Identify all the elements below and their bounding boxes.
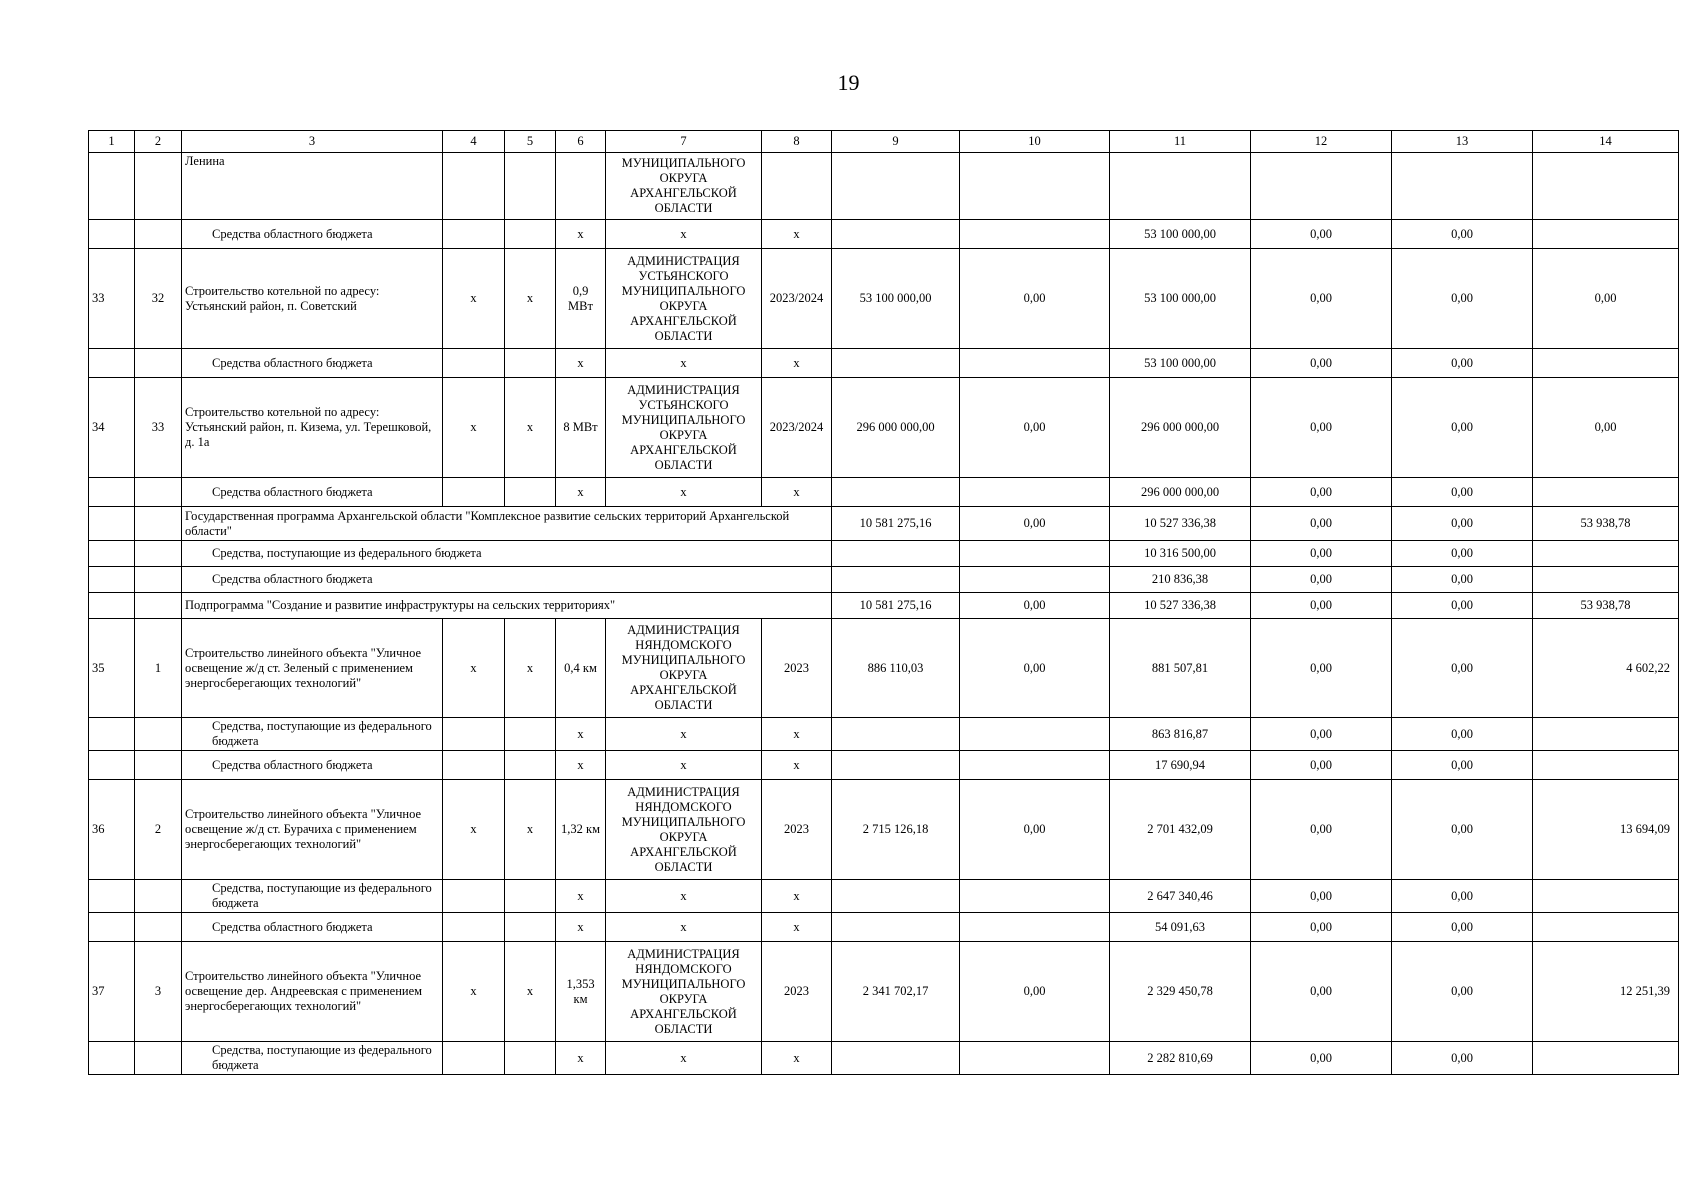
amount-cell: 0,00 <box>1251 780 1392 880</box>
amount-cell: 53 100 000,00 <box>1110 349 1251 378</box>
funding-label: Средства областного бюджета <box>182 220 443 249</box>
amount-cell: 2 341 702,17 <box>832 942 960 1042</box>
cell: х <box>443 780 505 880</box>
amount-cell: 13 694,09 <box>1533 780 1679 880</box>
capacity-cell: 8 МВт <box>556 378 606 478</box>
period-cell: 2023 <box>762 942 832 1042</box>
table-row <box>89 153 1679 220</box>
amount-cell: 0,00 <box>1392 913 1533 942</box>
period-cell: 2023 <box>762 619 832 718</box>
header-cell: 3 <box>182 131 443 153</box>
cell: х <box>762 913 832 942</box>
row-number: 35 <box>89 619 135 718</box>
item-number: 1 <box>135 619 182 718</box>
header-cell: 10 <box>960 131 1110 153</box>
header-cell: 14 <box>1533 131 1679 153</box>
subprogram-title: Подпрограмма "Создание и развитие инфраструктуры на сельских территориях" <box>182 593 832 619</box>
amount-cell: 0,00 <box>1392 249 1533 349</box>
cell: х <box>606 718 762 751</box>
amount-cell: 10 581 275,16 <box>832 507 960 541</box>
amount-cell: 2 329 450,78 <box>1110 942 1251 1042</box>
row-number: 34 <box>89 378 135 478</box>
header-cell: 9 <box>832 131 960 153</box>
cell: х <box>556 220 606 249</box>
amount-cell: 0,00 <box>1533 378 1679 478</box>
capacity-cell: 1,32 км <box>556 780 606 880</box>
cell: х <box>606 913 762 942</box>
amount-cell: 12 251,39 <box>1533 942 1679 1042</box>
object-name: Строительство котельной по адресу: Устьянский район, п. Кизема, ул. Терешковой, д. 1а <box>182 378 443 478</box>
amount-cell: 0,00 <box>1251 942 1392 1042</box>
period-cell: 2023/2024 <box>762 249 832 349</box>
cell: х <box>443 249 505 349</box>
row-number: 36 <box>89 780 135 880</box>
cell: х <box>505 619 556 718</box>
cell: х <box>762 718 832 751</box>
amount-cell: 2 715 126,18 <box>832 780 960 880</box>
amount-cell: 0,00 <box>1251 913 1392 942</box>
amount-cell: 0,00 <box>1251 880 1392 913</box>
cell: х <box>762 478 832 507</box>
amount-cell: 2 647 340,46 <box>1110 880 1251 913</box>
funding-label: Средства, поступающие из федерального бюджета <box>182 541 832 567</box>
amount-cell: 0,00 <box>1251 220 1392 249</box>
header-cell: 1 <box>89 131 135 153</box>
item-number: 3 <box>135 942 182 1042</box>
amount-cell: 296 000 000,00 <box>1110 378 1251 478</box>
header-cell: 11 <box>1110 131 1251 153</box>
cell: х <box>443 378 505 478</box>
table-row <box>89 378 1679 478</box>
cell: х <box>505 942 556 1042</box>
header-cell: 5 <box>505 131 556 153</box>
amount-cell: 0,00 <box>960 780 1110 880</box>
amount-cell: 53 100 000,00 <box>1110 249 1251 349</box>
amount-cell: 0,00 <box>1251 249 1392 349</box>
amount-cell: 0,00 <box>1392 478 1533 507</box>
amount-cell: 0,00 <box>1251 619 1392 718</box>
amount-cell: 0,00 <box>1392 1042 1533 1075</box>
cell: х <box>505 378 556 478</box>
funding-label: Средства областного бюджета <box>182 349 443 378</box>
cell: х <box>762 880 832 913</box>
amount-cell: 0,00 <box>1251 567 1392 593</box>
amount-cell: 0,00 <box>1392 593 1533 619</box>
amount-cell: 0,00 <box>960 507 1110 541</box>
amount-cell: 53 938,78 <box>1533 507 1679 541</box>
amount-cell: 886 110,03 <box>832 619 960 718</box>
header-cell: 13 <box>1392 131 1533 153</box>
cell: х <box>443 619 505 718</box>
amount-cell: 0,00 <box>1392 567 1533 593</box>
cell: х <box>606 220 762 249</box>
amount-cell: 0,00 <box>960 593 1110 619</box>
funding-row <box>89 1042 1679 1075</box>
funding-label: Средства, поступающие из федерального бюджета <box>182 1042 443 1075</box>
page-number: 19 <box>837 70 860 95</box>
amount-cell: 53 938,78 <box>1533 593 1679 619</box>
cell: х <box>556 349 606 378</box>
amount-cell: 4 602,22 <box>1533 619 1679 718</box>
amount-cell: 10 581 275,16 <box>832 593 960 619</box>
object-name: Строительство линейного объекта "Уличное освещение ж/д ст. Зеленый с применением энергосберегающих технологий" <box>182 619 443 718</box>
funding-row <box>89 220 1679 249</box>
funding-label: Средства, поступающие из федерального бюджета <box>182 718 443 751</box>
amount-cell: 10 527 336,38 <box>1110 593 1251 619</box>
funding-row <box>89 541 1679 567</box>
amount-cell: 17 690,94 <box>1110 751 1251 780</box>
customer-cell: АДМИНИСТРАЦИЯ УСТЬЯНСКОГО МУНИЦИПАЛЬНОГО ОКРУГА АРХАНГЕЛЬСКОЙ ОБЛАСТИ <box>606 378 762 478</box>
customer-cell: АДМИНИСТРАЦИЯ УСТЬЯНСКОГО МУНИЦИПАЛЬНОГО ОКРУГА АРХАНГЕЛЬСКОЙ ОБЛАСТИ <box>606 249 762 349</box>
amount-cell: 863 816,87 <box>1110 718 1251 751</box>
amount-cell: 0,00 <box>1392 378 1533 478</box>
capacity-cell: 1,353 км <box>556 942 606 1042</box>
amount-cell: 0,00 <box>960 942 1110 1042</box>
budget-table <box>88 130 1679 1075</box>
amount-cell: 0,00 <box>1392 220 1533 249</box>
funding-row <box>89 478 1679 507</box>
amount-cell: 881 507,81 <box>1110 619 1251 718</box>
amount-cell: 0,00 <box>1251 593 1392 619</box>
amount-cell: 296 000 000,00 <box>1110 478 1251 507</box>
amount-cell: 0,00 <box>1251 507 1392 541</box>
object-name: Строительство линейного объекта "Уличное освещение ж/д ст. Бурачиха с применением энергосберегающих технологий" <box>182 780 443 880</box>
funding-row <box>89 567 1679 593</box>
header-cell: 8 <box>762 131 832 153</box>
amount-cell: 210 836,38 <box>1110 567 1251 593</box>
funding-label: Средства областного бюджета <box>182 751 443 780</box>
amount-cell: 0,00 <box>1251 378 1392 478</box>
amount-cell: 0,00 <box>960 619 1110 718</box>
cell: х <box>606 1042 762 1075</box>
capacity-cell: 0,4 км <box>556 619 606 718</box>
amount-cell: 0,00 <box>1392 780 1533 880</box>
object-name: Строительство линейного объекта "Уличное освещение дер. Андреевская с применением энергосберегающих технологий" <box>182 942 443 1042</box>
amount-cell: 0,00 <box>1392 718 1533 751</box>
table-row <box>89 942 1679 1042</box>
cell: х <box>556 478 606 507</box>
cell: х <box>505 249 556 349</box>
object-name: Строительство котельной по адресу: Устьянский район, п. Советский <box>182 249 443 349</box>
cell: х <box>606 880 762 913</box>
amount-cell: 0,00 <box>1392 507 1533 541</box>
header-cell: 6 <box>556 131 606 153</box>
cell: х <box>556 718 606 751</box>
amount-cell: 2 282 810,69 <box>1110 1042 1251 1075</box>
header-cell: 7 <box>606 131 762 153</box>
funding-row <box>89 751 1679 780</box>
header-cell: 4 <box>443 131 505 153</box>
funding-row <box>89 718 1679 751</box>
subprogram-row <box>89 593 1679 619</box>
amount-cell: 0,00 <box>1392 880 1533 913</box>
customer-cell: АДМИНИСТРАЦИЯ НЯНДОМСКОГО МУНИЦИПАЛЬНОГО ОКРУГА АРХАНГЕЛЬСКОЙ ОБЛАСТИ <box>606 619 762 718</box>
period-cell: 2023/2024 <box>762 378 832 478</box>
cell: х <box>505 780 556 880</box>
cell: х <box>606 349 762 378</box>
header-row <box>89 131 1679 153</box>
item-number: 2 <box>135 780 182 880</box>
capacity-cell: 0,9 МВт <box>556 249 606 349</box>
amount-cell: 0,00 <box>1251 478 1392 507</box>
program-title: Государственная программа Архангельской области "Комплексное развитие сельских территорий Архангельской области" <box>182 507 832 541</box>
amount-cell: 0,00 <box>1251 349 1392 378</box>
period-cell: 2023 <box>762 780 832 880</box>
cell: х <box>762 349 832 378</box>
amount-cell: 54 091,63 <box>1110 913 1251 942</box>
customer-cell: АДМИНИСТРАЦИЯ НЯНДОМСКОГО МУНИЦИПАЛЬНОГО ОКРУГА АРХАНГЕЛЬСКОЙ ОБЛАСТИ <box>606 780 762 880</box>
table-row <box>89 249 1679 349</box>
funding-label: Средства, поступающие из федерального бюджета <box>182 880 443 913</box>
amount-cell: 2 701 432,09 <box>1110 780 1251 880</box>
cell: х <box>556 913 606 942</box>
amount-cell: 0,00 <box>1392 541 1533 567</box>
cell: х <box>606 478 762 507</box>
table-row <box>89 619 1679 718</box>
amount-cell: 0,00 <box>1251 751 1392 780</box>
cell: х <box>556 880 606 913</box>
amount-cell: 10 316 500,00 <box>1110 541 1251 567</box>
cell: х <box>762 1042 832 1075</box>
funding-row <box>89 880 1679 913</box>
funding-label: Средства областного бюджета <box>182 913 443 942</box>
funding-label: Средства областного бюджета <box>182 478 443 507</box>
row-number: 37 <box>89 942 135 1042</box>
amount-cell: 0,00 <box>1251 541 1392 567</box>
item-number: 32 <box>135 249 182 349</box>
amount-cell: 0,00 <box>1392 349 1533 378</box>
cell: х <box>606 751 762 780</box>
program-row <box>89 507 1679 541</box>
cell: х <box>556 1042 606 1075</box>
amount-cell: 0,00 <box>1251 1042 1392 1075</box>
amount-cell: 0,00 <box>1392 751 1533 780</box>
cell: х <box>762 751 832 780</box>
amount-cell: 53 100 000,00 <box>1110 220 1251 249</box>
header-cell: 12 <box>1251 131 1392 153</box>
amount-cell: 10 527 336,38 <box>1110 507 1251 541</box>
amount-cell: 0,00 <box>1392 942 1533 1042</box>
amount-cell: 0,00 <box>1533 249 1679 349</box>
item-number: 33 <box>135 378 182 478</box>
object-name: Ленина <box>182 153 443 220</box>
customer-cell: МУНИЦИПАЛЬНОГО ОКРУГА АРХАНГЕЛЬСКОЙ ОБЛАСТИ <box>606 153 762 220</box>
funding-label: Средства областного бюджета <box>182 567 832 593</box>
amount-cell: 0,00 <box>1392 619 1533 718</box>
customer-cell: АДМИНИСТРАЦИЯ НЯНДОМСКОГО МУНИЦИПАЛЬНОГО ОКРУГА АРХАНГЕЛЬСКОЙ ОБЛАСТИ <box>606 942 762 1042</box>
amount-cell: 0,00 <box>1251 718 1392 751</box>
row-number: 33 <box>89 249 135 349</box>
amount-cell: 0,00 <box>960 249 1110 349</box>
cell: х <box>443 942 505 1042</box>
funding-row <box>89 349 1679 378</box>
cell: х <box>762 220 832 249</box>
amount-cell: 53 100 000,00 <box>832 249 960 349</box>
amount-cell: 0,00 <box>960 378 1110 478</box>
amount-cell: 296 000 000,00 <box>832 378 960 478</box>
header-cell: 2 <box>135 131 182 153</box>
table-row <box>89 780 1679 880</box>
funding-row <box>89 913 1679 942</box>
cell: х <box>556 751 606 780</box>
